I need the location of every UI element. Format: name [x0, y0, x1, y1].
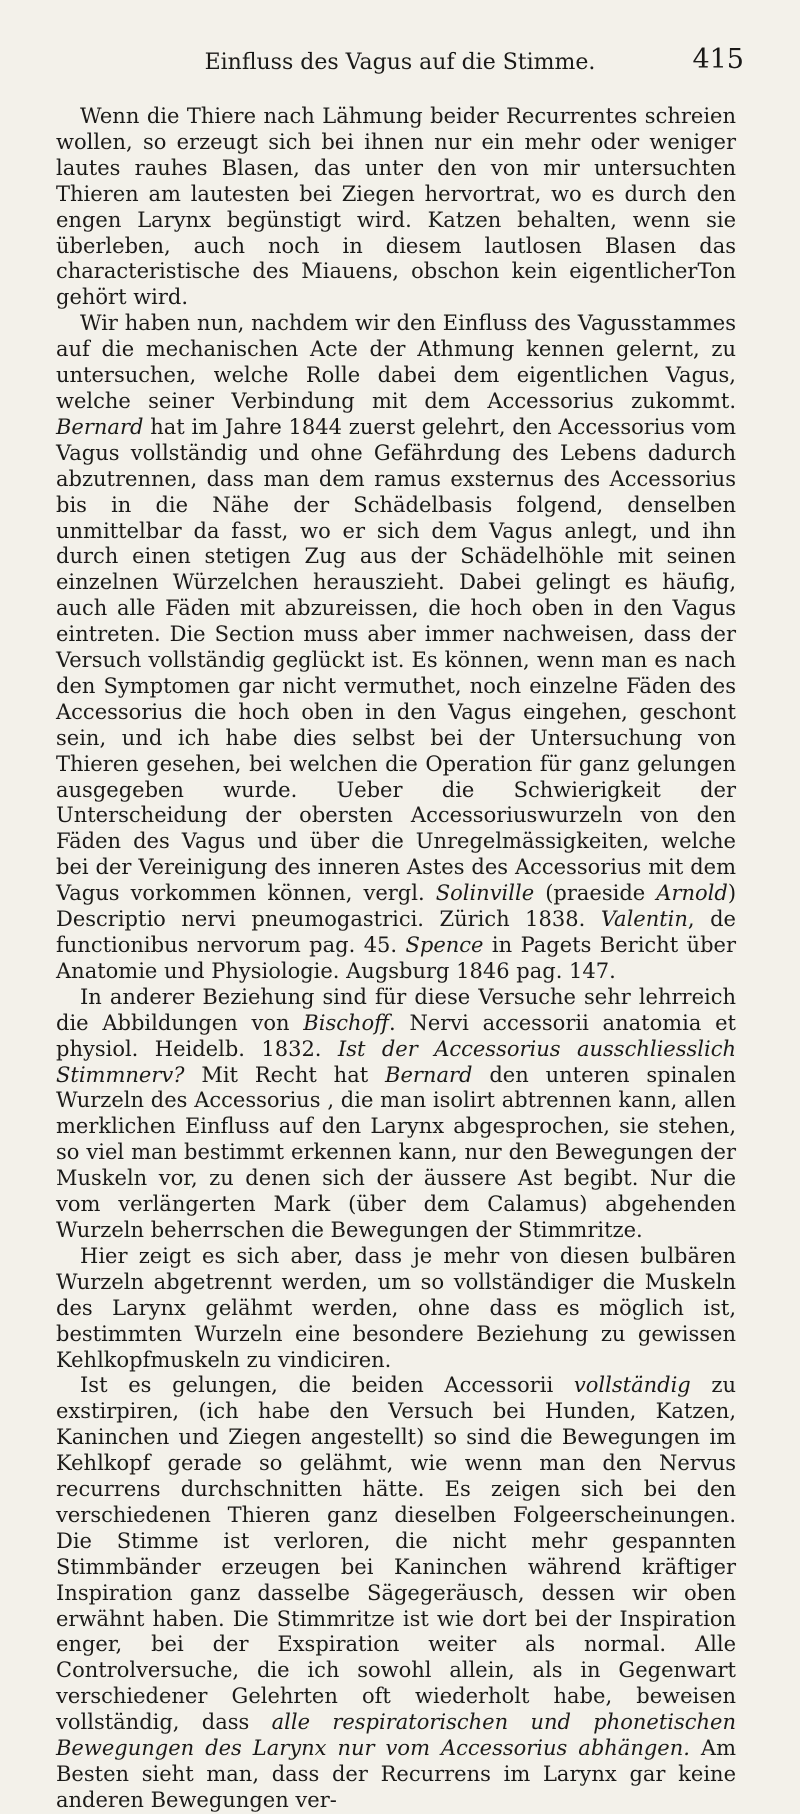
- italic-text: Spence: [405, 933, 484, 957]
- italic-text: alle respiratorischen und phonetischen Bewegungen des Larynx nur vom Accessorius abhängen.: [56, 1710, 736, 1761]
- running-title: Einfluss des Vagus auf die Stimme.: [204, 50, 596, 75]
- text-run: (praeside: [534, 881, 657, 906]
- paragraph: [56, 985, 736, 1244]
- text-run: hat im Jahre 1844 zuerst gelehrt, den Accessorius vom Vagus vollständig und ohne Gefährdung des Lebens dadurch abzutrennen, dass man dem ramus exsternus des Accessorius bis in die Nähe der Schädelbasis folgend, denselben unmittelbar da fasst, wo er sich dem Vagus anlegt, und ihn durch einen stetigen Zug aus der Schädelhöhle mit seinen einzelnen Würzelchen herauszieht. Dabei gelingt es häufig, auch alle Fäden mit abzureissen, die hoch oben in den Vagus eintreten. Die Section muss aber immer nachweisen, dass der Versuch vollständig geglückt ist. Es können, wenn man es nach den Symptomen gar nicht vermuthet, noch einzelne Fäden des Accessorius die hoch oben in den Vagus eingehen, geschont sein, und ich habe dies selbst bei der Untersuchung von Thieren gesehen, bei welchen die Operation für ganz gelungen ausgegeben wurde. Ueber die Schwierigkeit der Unterscheidung der obersten Accessoriuswurzeln von den Fäden des Vagus und über die Unregelmässigkeiten, welche bei der Vereinigung des inneren Astes des Accessorius mit dem Vagus vorkommen können, vergl.: [56, 414, 736, 906]
- italic-text: Bernard: [56, 414, 144, 439]
- italic-text: Arnold: [656, 881, 728, 906]
- italic-text: Bischoff: [303, 1010, 390, 1035]
- text-run: den unteren spinalen Wurzeln des Accessorius , die man isolirt abtrennen kann, allen merklichen Einfluss auf den Larynx abgesprochen, sie stehen, so viel man bestimmt erkennen kann, nur den Bewegungen der Muskeln vor, zu denen sich der äussere Ast begibt. Nur die vom verlängerten Mark (über dem Calamus) abgehenden Wurzeln beherrschen die Bewegungen der Stimmritze.: [56, 1062, 736, 1242]
- paragraph: [56, 311, 736, 985]
- page-header: [0, 44, 800, 84]
- text-run: Wenn die Thiere nach Lähmung beider Recurrentes schreien wollen, so erzeugt sich bei ihnen nur ein mehr oder weniger lautes rauhes Blasen, das unter den von mir untersuchten Thieren am lautesten bei Ziegen hervortrat, wo es durch den engen Larynx begünstigt wird. Katzen behalten, wenn sie überleben, auch noch in diesem lautlosen Blasen das characteristische des Miauens, obschon kein eigentlicherTon gehört wird.: [56, 104, 736, 310]
- italic-text: Valentin: [600, 907, 688, 932]
- body-text: [56, 104, 736, 1814]
- italic-text: Bernard: [385, 1062, 473, 1087]
- text-run: Am Besten sieht man, dass der Recurrens im Larynx gar keine anderen Bewegungen ver-: [56, 1736, 736, 1812]
- page-number: 415: [692, 44, 744, 75]
- text-run: Ist es gelungen, die beiden Accessorii: [80, 1373, 574, 1398]
- paragraph: [56, 104, 736, 311]
- italic-text: Ist der Accessorius ausschliesslich Stimmnerv?: [56, 1036, 736, 1087]
- paragraph: [56, 1373, 736, 1813]
- paragraph: [56, 1244, 736, 1374]
- text-run: in Pagets Bericht über Anatomie und Physiologie. Augsburg 1846 pag. 147.: [56, 933, 736, 983]
- text-run: Hier zeigt es sich aber, dass je mehr von diesen bulbären Wurzeln abgetrennt werden, um so vollständiger die Muskeln des Larynx gelähmt werden, ohne dass es möglich ist, bestimmten Wurzeln eine besondere Beziehung zu gewissen Kehlkopfmuskeln zu vindiciren.: [56, 1243, 736, 1372]
- italic-text: Solinville: [435, 881, 535, 906]
- italic-text: vollständig: [573, 1373, 691, 1398]
- text-run: Wir haben nun, nachdem wir den Einfluss des Vagusstammes auf die mechanischen Acte der Athmung kennen gelernt, zu untersuchen, welche Rolle dabei dem eigentlichen Vagus, welche seiner Verbindung mit dem Accessorius zukommt.: [56, 311, 736, 413]
- text-run: zu exstirpiren, (ich habe den Versuch bei Hunden, Katzen, Kaninchen und Ziegen angestellt) so sind die Bewegungen im Kehlkopf gerade so gelähmt, wie wenn man den Nervus recurrens durchschnitten hätte. Es zeigen sich bei den verschiedenen Thieren ganz dieselben Folgeerscheinungen. Die Stimme ist verloren, die nicht mehr gespannten Stimmbänder erzeugen bei Kaninchen während kräftiger Inspiration ganz dasselbe Sägegeräusch, dessen wir oben erwähnt haben. Die Stimmritze ist wie dort bei der Inspiration enger, bei der Exspiration weiter als normal. Alle Controlversuche, die ich sowohl allein, als in Gegenwart verschiedener Gelehrten oft wiederholt habe, beweisen vollständig, dass: [56, 1373, 737, 1735]
- text-run: ) Descriptio nervi pneumogastrici. Zürich 1838.: [56, 881, 737, 932]
- text-run: Mit Recht hat: [184, 1062, 386, 1087]
- text-run: In anderer Beziehung sind für diese Versuche sehr lehrreich die Abbildungen von: [56, 984, 736, 1035]
- text-run: . Nervi accessorii anatomia et physiol. Heidelb. 1832.: [56, 1010, 736, 1061]
- text-run: , de functionibus nervorum pag. 45.: [56, 907, 736, 957]
